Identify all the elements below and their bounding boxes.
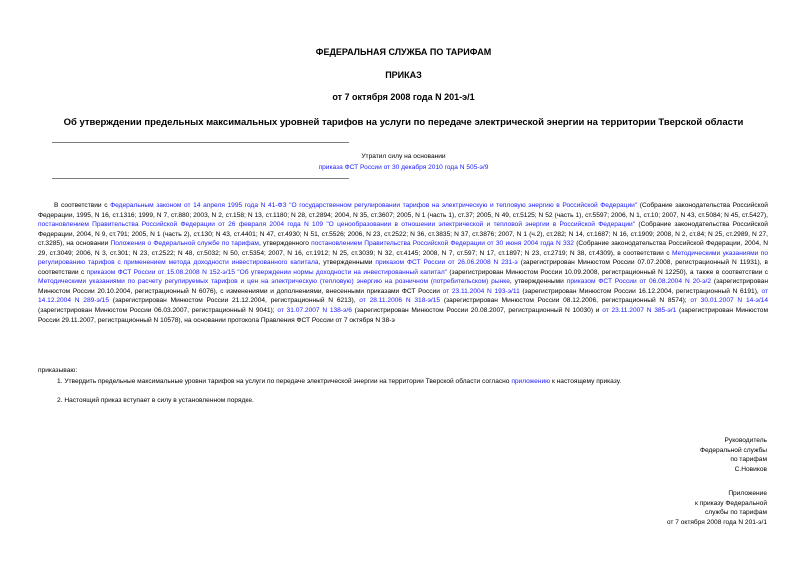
order-152e15-link[interactable]: приказом ФСТ России от 15.08.2008 N 152-э/15 "Об утверждении нормы доходности на инвестированный капитал" [86, 268, 448, 276]
text-segment: В соответствии с [54, 202, 111, 209]
text-segment: (зарегистрирован Минюстом России 20.08.2007, регистрационный N 10030) и [351, 307, 603, 315]
preamble-paragraph [38, 201, 768, 325]
text-segment: , утвержденными [318, 259, 376, 267]
signature-line: по тарифам [730, 456, 767, 463]
order-385e1-link[interactable]: от 23.11.2007 N 385-э/1 [602, 307, 677, 315]
text-segment: (Собрание законодательства Российской Федерации, 1995, N 16, ст.1316; 1999, N 7, ст.880; 2003, N 2, ст.158; N 13, ст.1180; N 28, ст.2894; 2004, N 35, ст.3607; 2005, N 1 (часть 1), ст.37; 2005, N 49, ст.5125; N 52 (часть 1), ст.5597; 2006, N 1, ст.10; 2007, N 43, ст.5084; N 45, ст.5427), [38, 202, 768, 219]
signature-block [547, 436, 767, 474]
decree-109-link[interactable]: постановлением Правительства Российской Федерации от 26 февраля 2004 года N 109 "О ценообразовании в отношении электрической и тепловой энергии в Российской Федерации" [38, 221, 636, 229]
order-item-2: 2. Настоящий приказ вступает в силу в установленном порядке. [57, 397, 254, 404]
text-segment: (Собрание законодательства Российской Федерации, 2004, N 9, ст.791; 2005, N 1 (часть 2), ст.130; N 43, ст.4401; N 47, ст.4930; N 51, ст.5526; 2006, N 23, ст.2522; N 36, ст.3835; N 37, ст.3876; 2007, N 1 (ч.2), ст.282; N 14, ст.1687; N 16, ст.1909; 2008, N 2, ст.84; N 25, ст.2989, N 27, ст.3285), на основании [38, 221, 768, 248]
order-item-1 [57, 377, 777, 386]
appendix-line: от 7 октября 2008 года N 201-э/1 [666, 518, 767, 526]
order-20e2-link[interactable]: приказом ФСТ России от 06.08.2004 N 20-э/2 [566, 278, 712, 286]
divider-bottom [52, 178, 349, 179]
text-segment: (Собрание законодательства Российской Федерации, 2004, N 29, ст.3049; 2006, N 3, ст.301; N 23, ст.2522; N 48, ст.5032; N 50, ст.5354; 2007, N 16, ст.1912; N 25, ст.3039; N 32, ст.4145; 2008, N 7, ст.597; N 17, ст.1897; N 23, ст.2719; N 38, ст.4309), в соответствии с [38, 240, 768, 257]
law-41fz-link[interactable]: Федеральным законом от 14 апреля 1995 года N 41-ФЗ "О государственном регулировании тарифов на электрическую и тепловую энергию в Российской Федерации" [110, 202, 638, 209]
text-segment: (зарегистрирован Минюстом России 10.09.2008, регистрационный N 12250), а также в соответствии с [447, 268, 768, 276]
text-segment: (зарегистрирован Минюстом России 06.03.2007, регистрационный N 9041); [38, 307, 278, 315]
agency-heading: ФЕДЕРАЛЬНАЯ СЛУЖБА ПО ТАРИФАМ [315, 47, 492, 57]
text-segment: , утвержденного [258, 240, 312, 248]
text-segment: к настоящему приказу. [550, 378, 622, 385]
text-segment: (зарегистрирован Минюстом России 07.07.2008, регистрационный N 11931), в соответствии с [38, 259, 768, 276]
text-segment: , утвержденными [509, 278, 567, 286]
date-number-heading: от 7 октября 2008 года N 201-э/1 [332, 92, 475, 102]
divider-top [52, 142, 349, 143]
document-title: Об утверждении предельных максимальных уровней тарифов на услуги по передаче электрической энергии на территории Тверской области [63, 117, 744, 128]
text-segment: (зарегистрирован Минюстом России 21.12.2004, регистрационный N 6213), [109, 297, 360, 305]
order-318e15-link[interactable]: от 28.11.2006 N 318-э/15 [359, 297, 441, 305]
repeal-order-link[interactable]: приказа ФСТ России от 30 декабря 2010 года N 505-э/9 [318, 164, 489, 171]
signature-line: Федеральной службы [699, 446, 767, 454]
appendix-line: Приложение [728, 490, 767, 497]
order-138e6-link[interactable]: от 31.07.2007 N 138-э/6 [277, 307, 352, 315]
methodology-raab-link[interactable]: Методическими указаниями по регулированию тарифов с применением метода доходности инвестированного капитала [38, 249, 768, 267]
methodology-retail-link[interactable]: Методическими указаниями по расчету регулируемых тарифов и цен на электрическую (тепловую) энергию на розничном (потребительском) рынке [38, 278, 510, 286]
text-segment: (зарегистрирован Минюстом России 29.11.2007, регистрационный N 10578), на основании протокола Правления ФСТ России от 7 октября N 38-э [38, 307, 768, 324]
fst-regulation-link[interactable]: Положения о Федеральной службе по тарифам [110, 240, 259, 248]
order-231e-link[interactable]: приказом ФСТ России от 26.06.2008 N 231-э [375, 259, 518, 267]
doc-type-heading: ПРИКАЗ [385, 70, 422, 80]
appendix-line: службы по тарифам [704, 509, 767, 516]
text-segment: (зарегистрирован Минюстом России 16.12.2004, регистрационный N 6191), [519, 287, 762, 295]
appendix-reference-block [547, 489, 767, 527]
text-segment: (зарегистрирован Минюстом России 20.10.2004, регистрационный N 6076), с изменениями и дополнениями, внесенными приказами ФСТ России [38, 278, 768, 295]
order-label: приказываю: [38, 367, 78, 374]
text-segment: (зарегистрирован Минюстом России 08.12.2006, регистрационный N 8574); [440, 297, 691, 305]
decree-332-link[interactable]: постановлением Правительства Российской Федерации от 30 июня 2004 года N 332 [311, 240, 574, 248]
text-segment: 1. Утвердить предельные максимальные уровни тарифов на услуги по передаче электрической энергии на территории Тверской области согласно [57, 378, 512, 385]
appendix-line: к приказу Федеральной [695, 499, 767, 507]
status-note: Утратил силу на основании [361, 153, 446, 160]
order-289e15-link[interactable]: от 14.12.2004 N 289-э/15 [38, 287, 768, 305]
signature-line: Руководитель [724, 437, 767, 444]
appendix-link[interactable]: приложению [511, 378, 551, 385]
order-14e14-link[interactable]: от 30.01.2007 N 14-э/14 [690, 297, 769, 305]
order-193e11-link[interactable]: от 23.11.2004 N 193-э/11 [442, 287, 520, 295]
signatory-name: С.Новиков [734, 465, 767, 473]
